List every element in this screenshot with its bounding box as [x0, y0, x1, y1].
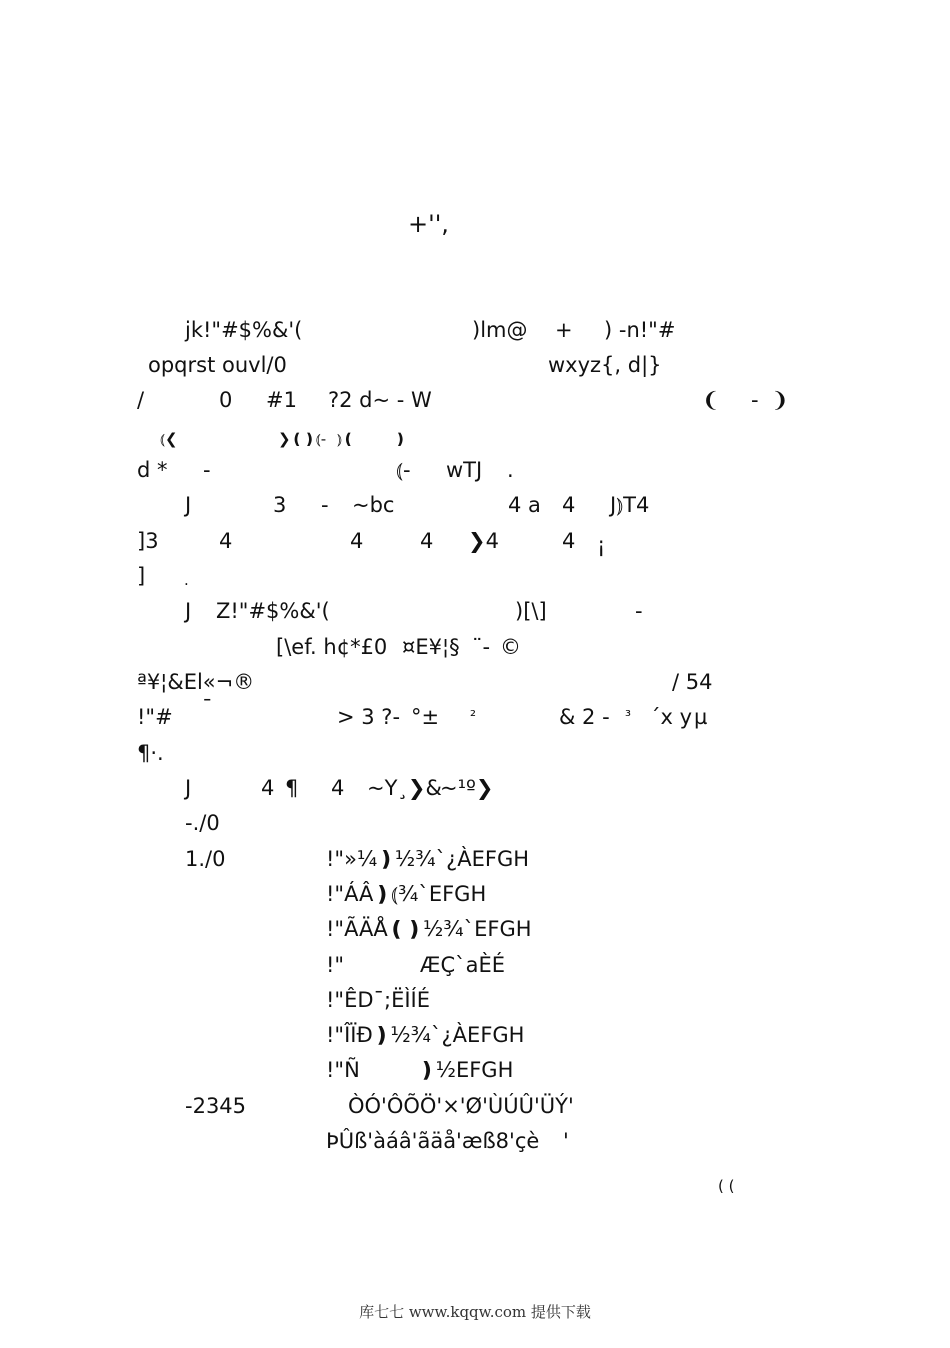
text-line-9-b: Z!"#$%&'( — [216, 599, 330, 623]
text-line-19-a: !" — [326, 953, 345, 977]
text-line-14-c: ¶ — [285, 776, 299, 800]
text-line-7-d: 4 — [420, 529, 434, 553]
text-line-14-e: ~Y¸❯& — [367, 776, 442, 800]
text-line-3-d: ?2 d~ - W — [328, 388, 432, 412]
text-line-6-g: J⦆T4 — [610, 493, 650, 517]
text-line-22-b: ❫½EFGH — [418, 1058, 514, 1082]
text-line-5-a: d * — [137, 458, 168, 482]
text-line-4-c: ⦆❪ — [337, 430, 355, 448]
text-line-19-b: ÆÇ`aÈÉ — [420, 953, 506, 977]
text-line-16-a: 1./0 — [185, 847, 226, 871]
text-line-24-a: ÞÛß'àáâ'ãäå'æß8'çè — [326, 1129, 540, 1153]
text-line-22-a: !"Ñ — [326, 1058, 360, 1082]
text-line-12-g: ³ — [625, 707, 632, 725]
text-line-6-c: - — [321, 493, 329, 517]
text-line-2-b: wxyz{, d|} — [548, 353, 662, 377]
text-line-12-i: µ — [694, 705, 708, 729]
text-line-14-b: 4 — [261, 776, 275, 800]
text-line-7-e: ❯4 — [468, 529, 499, 553]
text-line-5-b: - — [203, 458, 211, 482]
page-title: +'', — [408, 210, 449, 238]
text-line-10-b: ¤E¥¦§ — [402, 635, 460, 659]
text-line-3-a: / — [137, 388, 145, 412]
text-line-5-d: wTJ — [446, 458, 483, 482]
text-line-12-e: ² — [470, 707, 477, 725]
text-line-12-a: !"# — [137, 705, 173, 729]
text-line-3-e: ❨ — [702, 388, 720, 412]
text-line-1-a: jk!"#$%&'( — [185, 318, 303, 342]
text-line-6-a: J — [185, 493, 192, 517]
text-line-5-e: . — [507, 458, 514, 482]
text-line-7-g: ¡ — [597, 533, 606, 557]
text-line-12-d: °± — [411, 705, 440, 729]
text-line-9-c: )[\] — [515, 599, 547, 623]
text-line-6-f: 4 — [562, 493, 576, 517]
text-line-13-a: ¶·. — [137, 741, 164, 765]
text-line-7-a: ]3 — [137, 529, 159, 553]
text-line-16-b: !"»¼❫½¾`¿ÀEFGH — [326, 847, 530, 871]
text-line-23-b: ÒÓ'ÔÕÖ'×'Ø'ÙÚÛ'ÜÝ' — [348, 1094, 574, 1118]
text-line-2-a: opqrst ouvl/0 — [148, 353, 287, 377]
page-marker: ( ( — [718, 1177, 735, 1195]
text-line-7-b: 4 — [219, 529, 233, 553]
text-line-24-b: ' — [563, 1129, 569, 1153]
text-line-4-b: ❯❪❫⦅- — [278, 430, 327, 448]
text-line-10-a: [\ef. h¢*£0 — [276, 635, 388, 659]
text-line-6-e: 4 a — [508, 493, 541, 517]
text-line-18-a: !"ÃÄÅ❪❫½¾`EFGH — [326, 917, 532, 941]
text-line-6-b: 3 — [273, 493, 287, 517]
text-line-14-a: J — [185, 776, 192, 800]
text-line-23-a: -2345 — [185, 1094, 247, 1118]
text-line-6-d: ~bc — [352, 493, 395, 517]
text-line-7-c: 4 — [350, 529, 364, 553]
text-line-1-b: )lm@ — [472, 318, 528, 342]
footer-watermark: 库七七 www.kqqw.com 提供下载 — [359, 1303, 591, 1321]
text-line-11-b: / 54 — [672, 670, 713, 694]
text-line-3-g: ❩ — [771, 388, 789, 412]
text-line-7-f: 4 — [562, 529, 576, 553]
text-line-8-b: . — [184, 571, 189, 589]
text-line-8-a: ] — [137, 564, 146, 588]
text-line-10-c: ¨- — [472, 635, 491, 659]
text-line-21-a: !"ÎÏÐ❫½¾`¿ÀEFGH — [326, 1023, 525, 1047]
text-line-12-h: ´x y — [650, 705, 693, 729]
text-line-14-f: ~¹º❯ — [440, 776, 494, 800]
text-line-3-f: - — [751, 388, 759, 412]
text-line-4-d: ❫ — [394, 430, 407, 448]
text-line-1-c: + — [555, 318, 573, 342]
text-line-12-c: > 3 ?- — [337, 705, 401, 729]
text-line-20-a: !"ÊD¯;ËÌÍÉ — [326, 988, 431, 1012]
text-line-3-c: #1 — [266, 388, 297, 412]
text-line-9-a: J — [185, 599, 192, 623]
text-line-9-d: - — [635, 599, 643, 623]
text-line-12-b: ¯ — [202, 696, 213, 720]
text-line-11-a: ª¥¦&El«¬® — [137, 670, 255, 694]
text-line-12-f: & 2 - — [559, 705, 610, 729]
text-line-1-d: ) -n!"# — [604, 318, 676, 342]
text-line-3-b: 0 — [219, 388, 233, 412]
text-line-14-d: 4 — [331, 776, 345, 800]
text-line-15-a: -./0 — [185, 811, 220, 835]
text-line-4-a: ⦅❮ — [160, 430, 178, 448]
text-line-17-a: !"ÁÂ❫⦅¾`EFGH — [326, 882, 487, 906]
text-line-10-d: © — [500, 635, 521, 659]
text-line-5-c: ⦅- — [396, 458, 411, 482]
